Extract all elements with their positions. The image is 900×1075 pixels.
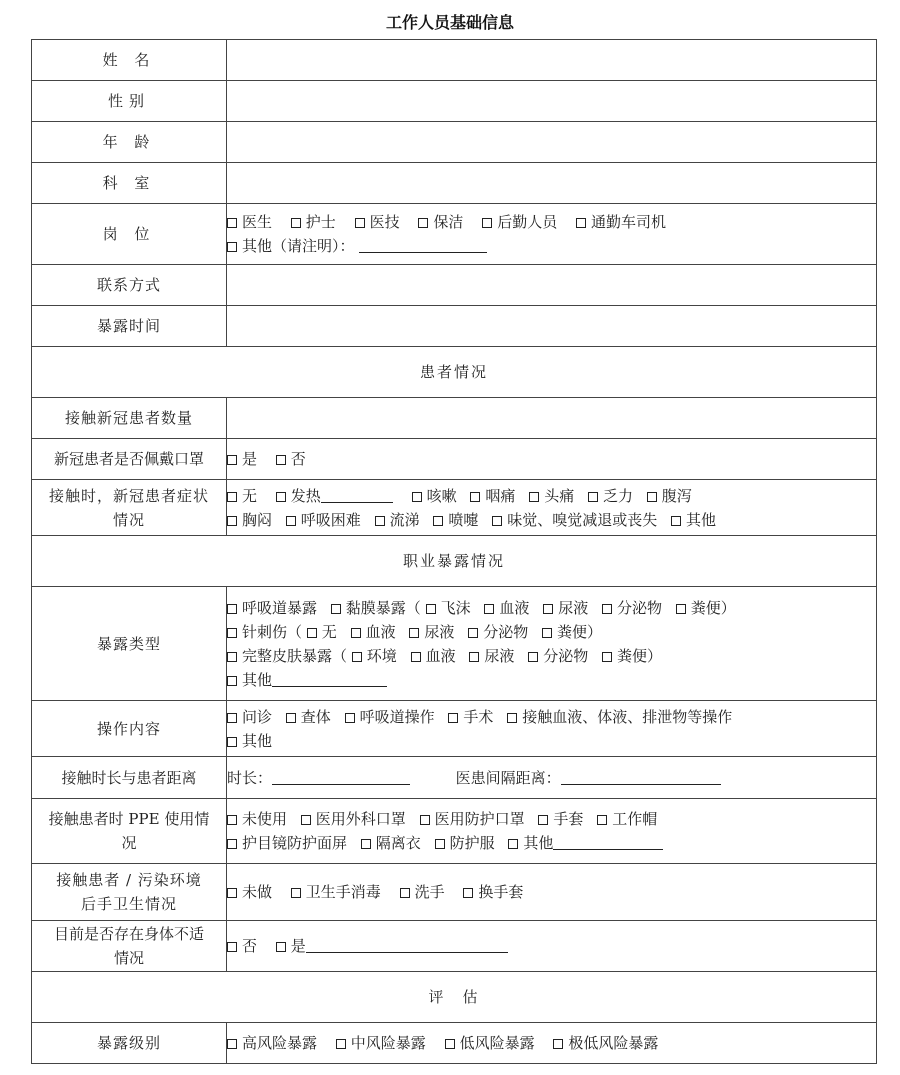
symptom-cough[interactable]: 咳嗽: [412, 487, 457, 505]
symptom-fever[interactable]: 发热: [276, 487, 393, 505]
gender-field[interactable]: [227, 81, 877, 122]
age-label: 年 龄: [32, 122, 227, 163]
checkbox[interactable]: [227, 1039, 237, 1049]
discomfort-options: [227, 921, 877, 972]
post-option-logistics[interactable]: 后勤人员: [482, 213, 557, 231]
checkbox[interactable]: [484, 604, 494, 614]
exp-mucosa-urine[interactable]: 尿液: [543, 599, 588, 617]
checkbox[interactable]: [412, 492, 422, 502]
checkbox[interactable]: [445, 1039, 455, 1049]
post-option-nurse[interactable]: 护士: [291, 213, 336, 231]
exp-needle-secretion[interactable]: 分泌物: [468, 623, 528, 641]
checkbox[interactable]: [276, 455, 286, 465]
level-high[interactable]: 高风险暴露: [227, 1034, 317, 1052]
distance-text: 医患间隔距离：: [455, 768, 561, 787]
exp-other-blank[interactable]: [272, 672, 387, 687]
ppe-other-blank[interactable]: [553, 835, 663, 850]
checkbox[interactable]: [227, 218, 237, 228]
exp-mucosa-droplet[interactable]: 飞沫: [426, 599, 471, 617]
checkbox[interactable]: [227, 242, 237, 252]
duration-text: 时长：: [227, 768, 273, 787]
checkbox[interactable]: [291, 218, 301, 228]
symptom-none[interactable]: 无: [227, 487, 257, 505]
operation-label: 操作内容: [32, 701, 227, 757]
symptom-fatigue[interactable]: 乏力: [588, 487, 633, 505]
staff-info-form: [31, 39, 877, 1064]
post-option-technician[interactable]: 医技: [355, 213, 400, 231]
patient-count-field[interactable]: [227, 398, 877, 439]
checkbox[interactable]: [470, 492, 480, 502]
checkbox[interactable]: [507, 713, 517, 723]
checkbox[interactable]: [227, 888, 237, 898]
checkbox[interactable]: [307, 628, 317, 638]
checkbox[interactable]: [426, 604, 436, 614]
section-occupational-heading: 职业暴露情况: [32, 536, 877, 587]
checkbox[interactable]: [468, 628, 478, 638]
checkbox[interactable]: [602, 652, 612, 662]
post-options: [227, 204, 877, 265]
checkbox[interactable]: [508, 839, 518, 849]
checkbox[interactable]: [553, 1039, 563, 1049]
duration-label: 接触时长与患者距离: [32, 757, 227, 799]
checkbox[interactable]: [597, 815, 607, 825]
post-option-other[interactable]: 其他（请注明）：: [227, 237, 355, 255]
op-airway[interactable]: 呼吸道操作: [345, 708, 435, 726]
patient-count-label: 接触新冠患者数量: [32, 398, 227, 439]
checkbox[interactable]: [647, 492, 657, 502]
exp-skin-secretion[interactable]: 分泌物: [528, 647, 588, 665]
discomfort-yes[interactable]: 是: [276, 937, 306, 955]
department-field[interactable]: [227, 163, 877, 204]
discomfort-label: 目前是否存在身体不适 情况: [32, 921, 227, 972]
ppe-options: [227, 799, 877, 864]
checkbox[interactable]: [528, 652, 538, 662]
checkbox[interactable]: [463, 888, 473, 898]
checkbox[interactable]: [227, 815, 237, 825]
exp-needle-blood[interactable]: 血液: [351, 623, 396, 641]
ppe-respirator[interactable]: 医用防护口罩: [420, 810, 525, 828]
section-patient-heading: 患者情况: [32, 347, 877, 398]
checkbox[interactable]: [227, 713, 237, 723]
level-label: 暴露级别: [32, 1023, 227, 1064]
form-title: 工作人员基础信息: [385, 13, 514, 32]
checkbox[interactable]: [482, 218, 492, 228]
checkbox[interactable]: [529, 492, 539, 502]
checkbox[interactable]: [400, 888, 410, 898]
checkbox[interactable]: [375, 516, 385, 526]
op-other[interactable]: 其他: [227, 732, 272, 750]
ppe-none[interactable]: 未使用: [227, 810, 287, 828]
op-consultation[interactable]: 问诊: [227, 708, 272, 726]
checkbox[interactable]: [276, 942, 286, 952]
checkbox[interactable]: [227, 942, 237, 952]
exp-mucosa-secretion[interactable]: 分泌物: [602, 599, 662, 617]
checkbox[interactable]: [227, 652, 237, 662]
contact-field[interactable]: [227, 265, 877, 306]
mask-options: [227, 439, 877, 480]
level-medium[interactable]: 中风险暴露: [336, 1034, 426, 1052]
age-field[interactable]: [227, 122, 877, 163]
checkbox[interactable]: [331, 604, 341, 614]
checkbox[interactable]: [301, 815, 311, 825]
checkbox[interactable]: [227, 839, 237, 849]
exp-needle-urine[interactable]: 尿液: [409, 623, 454, 641]
checkbox[interactable]: [286, 713, 296, 723]
exp-skin-urine[interactable]: 尿液: [469, 647, 514, 665]
checkbox[interactable]: [676, 604, 686, 614]
mask-option-yes[interactable]: 是: [227, 450, 257, 468]
post-option-doctor[interactable]: 医生: [227, 213, 272, 231]
checkbox[interactable]: [420, 815, 430, 825]
post-other-blank[interactable]: [359, 238, 487, 253]
checkbox[interactable]: [227, 604, 237, 614]
ppe-gloves[interactable]: 手套: [538, 810, 583, 828]
name-field[interactable]: [227, 40, 877, 81]
checkbox[interactable]: [435, 839, 445, 849]
op-surgery[interactable]: 手术: [448, 708, 493, 726]
mask-label: 新冠患者是否佩戴口罩: [32, 439, 227, 480]
post-option-driver[interactable]: 通勤车司机: [576, 213, 666, 231]
symptom-options: [227, 480, 877, 536]
ppe-surgical-mask[interactable]: 医用外科口罩: [301, 810, 406, 828]
checkbox[interactable]: [227, 516, 237, 526]
checkbox[interactable]: [671, 516, 681, 526]
symptom-headache[interactable]: 头痛: [529, 487, 574, 505]
gender-label: 性别: [32, 81, 227, 122]
discomfort-no[interactable]: 否: [227, 937, 257, 955]
exp-respiratory[interactable]: 呼吸道暴露: [227, 599, 317, 617]
ppe-protective-suit[interactable]: 防护服: [435, 834, 495, 852]
hygiene-wash[interactable]: 洗手: [400, 883, 445, 901]
symptom-runny-nose[interactable]: 流涕: [375, 511, 420, 529]
ppe-other[interactable]: 其他: [508, 834, 553, 852]
symptom-sore-throat[interactable]: 咽痛: [470, 487, 515, 505]
checkbox[interactable]: [227, 676, 237, 686]
hygiene-label: 接触患者 / 污染环境 后手卫生情况: [32, 864, 227, 921]
exp-mucosa-blood[interactable]: 血液: [484, 599, 529, 617]
exposure-time-field[interactable]: [227, 306, 877, 347]
hygiene-options: [227, 864, 877, 921]
ppe-cap[interactable]: 工作帽: [597, 810, 657, 828]
checkbox[interactable]: [355, 218, 365, 228]
checkbox[interactable]: [411, 652, 421, 662]
checkbox[interactable]: [543, 604, 553, 614]
exposure-time-label: 暴露时间: [32, 306, 227, 347]
level-very-low[interactable]: 极低风险暴露: [553, 1034, 658, 1052]
symptom-sneeze[interactable]: 喷嚏: [433, 511, 478, 529]
checkbox[interactable]: [227, 492, 237, 502]
hygiene-change-gloves[interactable]: 换手套: [463, 883, 523, 901]
checkbox[interactable]: [361, 839, 371, 849]
fever-blank[interactable]: [321, 488, 393, 503]
mask-option-no[interactable]: 否: [276, 450, 306, 468]
level-low[interactable]: 低风险暴露: [445, 1034, 535, 1052]
exp-skin[interactable]: 完整皮肤暴露（: [227, 647, 347, 665]
duration-blank[interactable]: [272, 770, 410, 785]
name-label: 姓 名: [32, 40, 227, 81]
symptom-taste-smell-loss[interactable]: 味觉、嗅觉减退或丧失: [492, 511, 657, 529]
exposure-type-label: 暴露类型: [32, 587, 227, 701]
symptom-label: 接触时，新冠患者症状 情况: [32, 480, 227, 536]
checkbox[interactable]: [351, 628, 361, 638]
exp-skin-environment[interactable]: 环境: [352, 647, 397, 665]
post-label: 岗 位: [32, 204, 227, 265]
exp-needlestick[interactable]: 针刺伤（: [227, 623, 302, 641]
ppe-face-shield[interactable]: 护目镜防护面屏: [227, 834, 347, 852]
discomfort-blank[interactable]: [306, 938, 508, 953]
op-exam[interactable]: 查体: [286, 708, 331, 726]
checkbox[interactable]: [588, 492, 598, 502]
checkbox[interactable]: [291, 888, 301, 898]
exposure-type-options: [227, 587, 877, 701]
hygiene-sanitizer[interactable]: 卫生手消毒: [291, 883, 381, 901]
contact-label: 联系方式: [32, 265, 227, 306]
duration-fields: [227, 757, 877, 799]
symptom-diarrhea[interactable]: 腹泻: [647, 487, 692, 505]
post-option-cleaner[interactable]: 保洁: [418, 213, 463, 231]
exp-needle-none[interactable]: 无: [307, 623, 337, 641]
checkbox[interactable]: [602, 604, 612, 614]
operation-options: [227, 701, 877, 757]
checkbox[interactable]: [227, 455, 237, 465]
exp-other[interactable]: 其他: [227, 671, 272, 689]
checkbox[interactable]: [227, 737, 237, 747]
symptom-chest-tightness[interactable]: 胸闷: [227, 511, 272, 529]
checkbox[interactable]: [409, 628, 419, 638]
checkbox[interactable]: [448, 713, 458, 723]
op-fluids[interactable]: 接触血液、体液、排泄物等操作: [507, 708, 732, 726]
ppe-isolation-gown[interactable]: 隔离衣: [361, 834, 421, 852]
checkbox[interactable]: [418, 218, 428, 228]
hygiene-none[interactable]: 未做: [227, 883, 272, 901]
checkbox[interactable]: [469, 652, 479, 662]
exp-skin-blood[interactable]: 血液: [411, 647, 456, 665]
checkbox[interactable]: [433, 516, 443, 526]
checkbox[interactable]: [345, 713, 355, 723]
checkbox[interactable]: [336, 1039, 346, 1049]
ppe-label: 接触患者时 PPE 使用情 况: [32, 799, 227, 864]
checkbox[interactable]: [227, 628, 237, 638]
checkbox[interactable]: [352, 652, 362, 662]
exp-mucosa[interactable]: 黏膜暴露（: [331, 599, 421, 617]
checkbox[interactable]: [276, 492, 286, 502]
symptom-other[interactable]: 其他: [671, 511, 716, 529]
department-label: 科 室: [32, 163, 227, 204]
exp-needle-feces[interactable]: 粪便）: [542, 623, 602, 641]
checkbox[interactable]: [286, 516, 296, 526]
section-assessment-heading: 评 估: [32, 972, 877, 1023]
checkbox[interactable]: [538, 815, 548, 825]
checkbox[interactable]: [492, 516, 502, 526]
symptom-dyspnea[interactable]: 呼吸困难: [286, 511, 361, 529]
checkbox[interactable]: [576, 218, 586, 228]
exp-skin-feces[interactable]: 粪便）: [602, 647, 662, 665]
level-options: [227, 1023, 877, 1064]
checkbox[interactable]: [542, 628, 552, 638]
distance-blank[interactable]: [561, 770, 721, 785]
exp-mucosa-feces[interactable]: 粪便）: [676, 599, 736, 617]
